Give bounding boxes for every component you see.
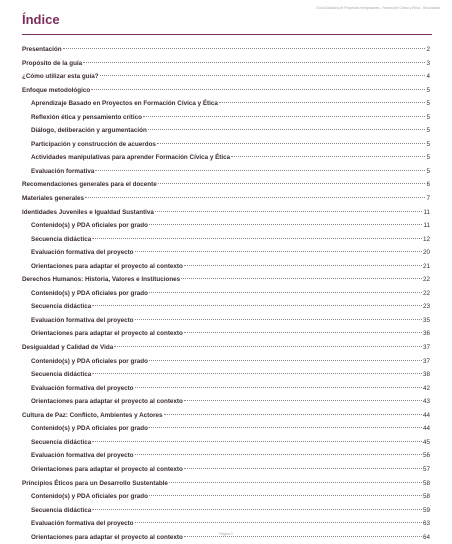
toc-entry[interactable] (22, 124, 430, 138)
toc-entry[interactable] (22, 327, 430, 341)
toc-entry-label: Identidades Juveniles e Igualdad Sustantiva (22, 208, 154, 216)
toc-entry-page-number: 5 (426, 167, 430, 175)
toc-entry-label: Presentación (22, 46, 62, 53)
toc-entry-page-number: 58 (422, 493, 430, 501)
toc-entry-page-number: 5 (426, 154, 430, 162)
toc-entry-label: Evaluación formativa del proyecto (31, 316, 134, 324)
toc-entry-label: Enfoque metodológico (22, 86, 91, 94)
toc-entry-label: Reflexión ética y pensamiento crítico (31, 113, 142, 121)
toc-entry-page-number: 43 (422, 398, 430, 406)
title-divider (22, 34, 432, 35)
toc-entry-label: Orientaciones para adaptar el proyecto al contexto (31, 262, 183, 270)
toc-entry-page-number: 56 (422, 452, 430, 460)
toc-entry[interactable] (22, 504, 430, 518)
toc-entry-label: Contenido(s) y PDA oficiales por grado (31, 289, 148, 297)
dot-leader (135, 454, 422, 455)
toc-entry-page-number: 2 (426, 46, 430, 53)
page-title: Índice (22, 12, 60, 27)
toc-entry[interactable] (22, 300, 430, 314)
dot-leader (85, 197, 426, 198)
toc-entry[interactable] (22, 151, 430, 165)
toc-entry-page-number: 5 (426, 86, 430, 94)
table-of-contents (22, 43, 430, 544)
toc-entry[interactable] (22, 517, 430, 531)
toc-entry-label: Orientaciones para adaptar el proyecto al contexto (31, 533, 183, 541)
toc-entry-label: Secuencia didáctica (31, 235, 92, 243)
toc-entry[interactable] (22, 368, 430, 382)
toc-entry[interactable] (22, 233, 430, 247)
toc-entry-label: Secuencia didáctica (31, 303, 92, 311)
toc-entry[interactable] (22, 178, 430, 192)
toc-entry-label: Contenido(s) y PDA oficiales por grado (31, 425, 148, 433)
toc-entry-label: Contenido(s) y PDA oficiales por grado (31, 357, 148, 365)
toc-entry-label: Secuencia didáctica (31, 506, 92, 514)
dot-leader (231, 156, 425, 157)
toc-entry[interactable] (22, 409, 430, 423)
toc-entry-page-number: 44 (422, 425, 430, 433)
dot-leader (92, 373, 422, 374)
toc-entry-label: Orientaciones para adaptar el proyecto al contexto (31, 398, 183, 406)
toc-entry-page-number: 3 (426, 59, 430, 67)
toc-entry[interactable] (22, 273, 430, 287)
toc-entry-label: Orientaciones para adaptar el proyecto al contexto (31, 330, 183, 338)
dot-leader (92, 509, 422, 510)
toc-entry-page-number: 6 (426, 181, 430, 189)
toc-entry-page-number: 59 (422, 506, 430, 514)
toc-entry-label: Evaluación formativa del proyecto (31, 249, 134, 257)
toc-entry-page-number: 35 (422, 316, 430, 324)
dot-leader (91, 89, 425, 90)
toc-entry-page-number: 58 (422, 479, 430, 487)
toc-entry[interactable] (22, 246, 430, 260)
dot-leader (169, 482, 422, 483)
toc-entry-label: Materiales generales (22, 195, 84, 203)
toc-entry-label: Cultura de Paz: Conflicto, Ambientes y Actores (22, 411, 163, 419)
toc-entry-page-number: 5 (426, 100, 430, 108)
toc-entry[interactable] (22, 382, 430, 396)
toc-entry[interactable] (22, 463, 430, 477)
toc-entry[interactable] (22, 436, 430, 450)
dot-leader (184, 468, 422, 469)
toc-entry-page-number: 12 (422, 235, 430, 243)
toc-entry-page-number: 42 (422, 384, 430, 392)
dot-leader (181, 278, 422, 279)
toc-entry-page-number: 57 (422, 465, 430, 473)
toc-entry[interactable] (22, 287, 430, 301)
toc-entry-label: Orientaciones para adaptar el proyecto al contexto (31, 465, 183, 473)
toc-entry[interactable] (22, 97, 430, 111)
toc-entry-page-number: 36 (422, 330, 430, 338)
toc-entry-label: Desigualdad y Calidad de Vida (22, 344, 114, 352)
toc-entry-page-number: 63 (422, 520, 430, 528)
dot-leader (184, 400, 422, 401)
dot-leader (157, 143, 426, 144)
toc-entry[interactable] (22, 43, 430, 57)
toc-entry-page-number: 37 (422, 357, 430, 365)
dot-leader (155, 211, 423, 212)
toc-entry-label: Evaluación formativa del proyecto (31, 520, 134, 528)
toc-entry[interactable] (22, 111, 430, 125)
toc-entry-page-number: 37 (422, 344, 430, 352)
dot-leader (95, 170, 425, 171)
dot-leader (149, 292, 422, 293)
toc-entry[interactable] (22, 490, 430, 504)
toc-entry-label: Contenido(s) y PDA oficiales por grado (31, 222, 148, 230)
toc-entry[interactable] (22, 355, 430, 369)
toc-entry-page-number: 44 (422, 411, 430, 419)
toc-entry-label: ¿Cómo utilizar esta guía? (22, 73, 99, 81)
toc-entry[interactable] (22, 57, 430, 71)
toc-entry-page-number: 4 (426, 73, 430, 81)
dot-leader (135, 387, 422, 388)
dot-leader (143, 116, 426, 117)
toc-entry-page-number: 23 (422, 303, 430, 311)
dot-leader (164, 414, 422, 415)
dot-leader (149, 495, 422, 496)
toc-entry[interactable] (22, 314, 430, 328)
toc-entry-label: Participación y construcción de acuerdos (31, 140, 156, 148)
toc-entry-label: Evaluación formativa del proyecto (31, 452, 134, 460)
toc-entry-label: Aprendizaje Basado en Proyectos en Formación Cívica y Ética (31, 100, 218, 108)
toc-entry[interactable] (22, 449, 430, 463)
dot-leader (149, 427, 422, 428)
toc-entry[interactable] (22, 477, 430, 491)
toc-entry-page-number: 20 (422, 249, 430, 257)
dot-leader (83, 62, 425, 63)
toc-entry-page-number: 11 (423, 222, 430, 230)
dot-leader (63, 48, 426, 49)
toc-entry-label: Secuencia didáctica (31, 438, 92, 446)
dot-leader (135, 522, 422, 523)
dot-leader (135, 319, 422, 320)
page-footer: Página 0 (219, 532, 233, 536)
dot-leader (148, 129, 426, 130)
toc-entry-page-number: 22 (422, 289, 430, 297)
toc-entry-label: Evaluación formativa (31, 167, 95, 175)
toc-entry[interactable] (22, 84, 430, 98)
toc-entry-label: Secuencia didáctica (31, 371, 92, 379)
dot-leader (135, 251, 422, 252)
toc-entry[interactable] (22, 70, 430, 84)
toc-entry[interactable] (22, 260, 430, 274)
toc-entry-label: Derechos Humanos: Historia, Valores e Instituciones (22, 276, 181, 284)
dot-leader (92, 238, 422, 239)
dot-leader (219, 102, 426, 103)
toc-entry-page-number: 64 (422, 533, 430, 541)
dot-leader (92, 441, 422, 442)
dot-leader (149, 224, 422, 225)
dot-leader (92, 305, 422, 306)
toc-entry-label: Diálogo, deliberación y argumentación (31, 127, 147, 135)
toc-entry-label: Contenido(s) y PDA oficiales por grado (31, 493, 148, 501)
toc-entry-page-number: 7 (426, 195, 430, 203)
toc-entry-label: Actividades manipulativas para aprender Formación Cívica y Ética (31, 154, 231, 162)
dot-leader (158, 183, 426, 184)
toc-entry-page-number: 45 (422, 438, 430, 446)
dot-leader (149, 360, 422, 361)
running-header: Guía Didáctica de Proyectos Integradores - Formación Cívica y Ética - Secundaria (316, 6, 440, 10)
toc-entry-page-number: 11 (423, 208, 430, 216)
toc-entry-page-number: 38 (422, 371, 430, 379)
toc-entry[interactable] (22, 395, 430, 409)
dot-leader (114, 346, 422, 347)
toc-entry[interactable] (22, 219, 430, 233)
toc-entry-page-number: 21 (422, 262, 430, 270)
dot-leader (184, 265, 422, 266)
dot-leader (100, 75, 426, 76)
toc-entry[interactable] (22, 206, 430, 220)
toc-entry[interactable] (22, 165, 430, 179)
toc-entry-label: Principios Éticos para un Desarrollo Sustentable (22, 479, 168, 487)
toc-entry[interactable] (22, 422, 430, 436)
toc-entry-page-number: 5 (426, 113, 430, 121)
toc-entry[interactable] (22, 138, 430, 152)
toc-entry-page-number: 5 (426, 127, 430, 135)
toc-entry[interactable] (22, 192, 430, 206)
toc-entry-page-number: 22 (422, 276, 430, 284)
toc-entry-page-number: 5 (426, 140, 430, 148)
toc-entry-label: Recomendaciones generales para el docente (22, 181, 157, 189)
dot-leader (184, 332, 422, 333)
toc-entry-label: Propósito de la guía (22, 59, 83, 67)
toc-entry-label: Evaluación formativa del proyecto (31, 384, 134, 392)
toc-entry[interactable] (22, 341, 430, 355)
